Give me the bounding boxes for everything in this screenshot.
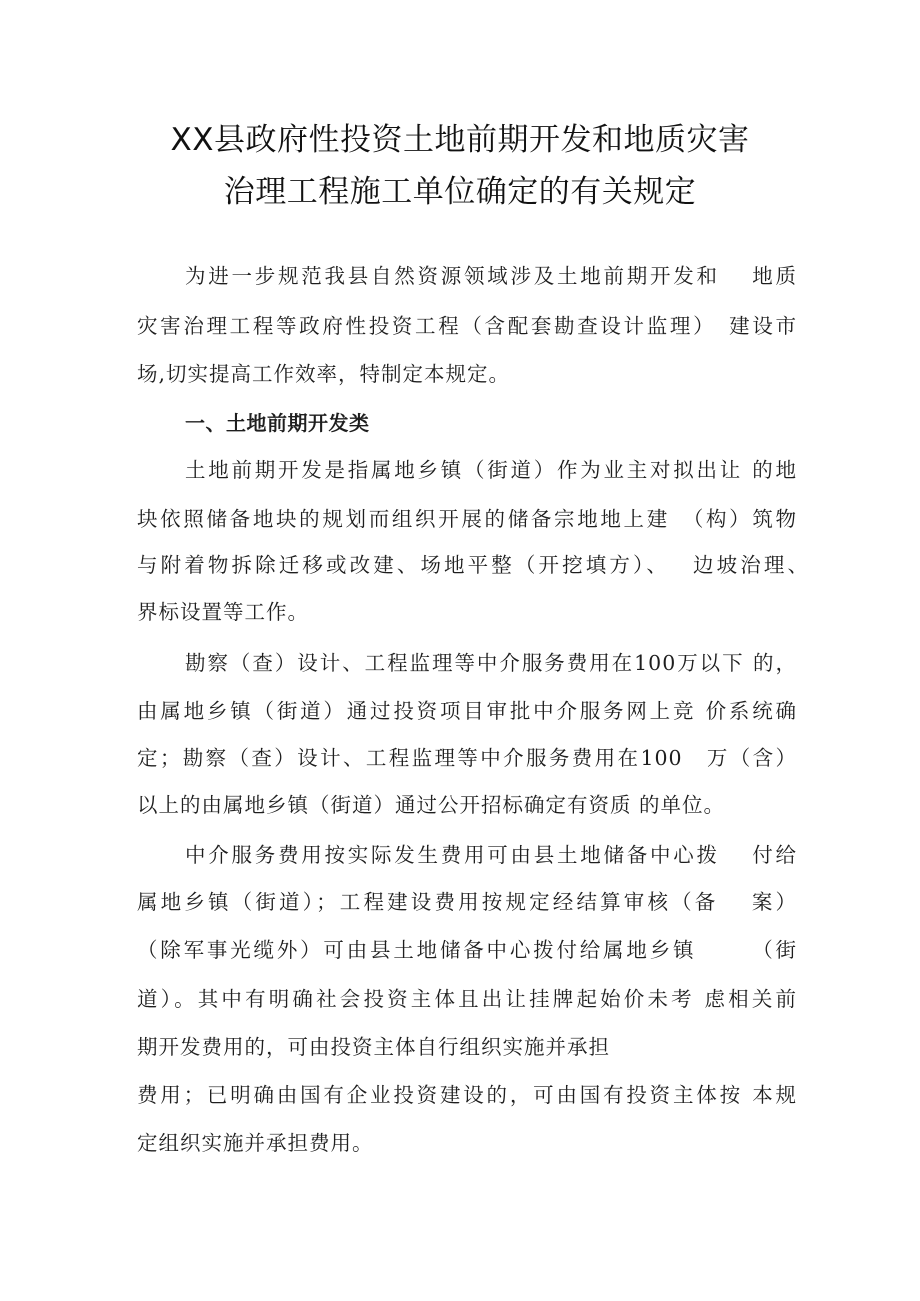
paragraph-line: 场,切实提高工作效率，特制定本规定。 [137,362,511,386]
paragraph-line: （除军事光缆外）可由县土地储备中心拨付给属地乡镇 （街 [137,938,797,962]
section-heading: 一、土地前期开发类 [185,411,370,435]
paragraph-line: 道）。其中有明确社会投资主体且出让挂牌起始价未考 虑相关前 [137,987,797,1011]
paragraph-line: 界标设置等工作。 [137,600,309,624]
paragraph-line: 费用；已明确由国有企业投资建设的，可由国有投资主体按 本规 [137,1083,797,1107]
paragraph-line: 期开发费用的，可由投资主体自行组织实施并承担 [137,1035,610,1059]
paragraph-line: 与附着物拆除迁移或改建、场地平整（开挖填方）、 边坡治理、 [137,553,809,577]
document-title-line-1: XX县政府性投资土地前期开发和地质灾害 [170,122,750,158]
paragraph-line: 土地前期开发是指属地乡镇（街道）作为业主对拟出让 的地 [185,458,797,482]
paragraph-line: 以上的由属地乡镇（街道）通过公开招标确定有资质 的单位。 [137,793,726,817]
paragraph-line: 块依照储备地块的规划而组织开展的储备宗地地上建 （构）筑物 [137,507,797,531]
paragraph-line: 由属地乡镇（街道）通过投资项目审批中介服务网上竞 价系统确 [137,699,797,723]
document-title-line-2: 治理工程施工单位确定的有关规定 [223,174,697,210]
paragraph-line: 定组织实施并承担费用。 [137,1131,374,1155]
paragraph-line: 中介服务费用按实际发生费用可由县土地储备中心拨 付给 [185,843,797,867]
paragraph-line: 灾害治理工程等政府性投资工程（含配套勘查设计监理） 建设市 [137,314,797,338]
paragraph-line: 属地乡镇（街道）；工程建设费用按规定经结算审核（备 案） [137,890,797,914]
paragraph-line: 定；勘察（查）设计、工程监理等中介服务费用在100 万（含） [137,746,797,770]
paragraph-line: 为进一步规范我县自然资源领域涉及土地前期开发和 地质 [185,264,797,288]
paragraph-line: 勘察（查）设计、工程监理等中介服务费用在100万以下 的， [185,651,797,675]
